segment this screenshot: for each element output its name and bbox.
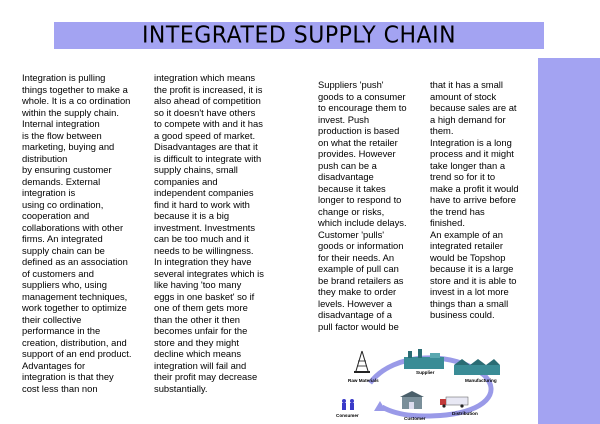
oil-derrick-icon [354,351,370,373]
text-column-2: integration which means the profit is increased, it is also ahead of competition so it doesn't have others to compete with and it has a good speed of market. Disadvantages are that it is difficult to integrate with supply chains, small companies and independent companies find it hard to work with because it is a big investment. Investments can be too much and it needs to be willingness. In integration they have several integrates which is like having 'too many eggs in one basket' so if one of them gets more than the other it then becomes unfair for the store and they might decline which means integration will fail and their profit may decrease substantially. [154,72,264,394]
label-manufacturing: Manufacturing [465,378,497,383]
text-column-4: that it has a small amount of stock because sales are at a high demand for them. Integration is a long process and it might take longer than a trend so for it to make a profit it would have to arrive before the trend has finished. An example of an integrated retailer would be Topshop because it is a large store and it is able to invest in a lot more things than a small business could. [430,79,519,320]
supplier-factory-icon [404,349,444,369]
label-raw-materials: Raw Materials [348,378,379,383]
label-customer: Customer [404,416,426,421]
label-consumer: Consumer [336,413,359,418]
text-column-1: Integration is pulling things together to make a whole. It is a co ordination within the supply chain. Internal integration is the flow between marketing, buying and distribution by ensuring customer demands. External integration is using co ordination, cooperation and collaborations with other firms. An integrated supply chain can be defined as an association of customers and suppliers who, using management techniques, work together to optimize their collective performance in the creation, distribution, and support of an end product. Advantages for integration is that they cost less than non [22,72,132,394]
consumer-people-icon [342,399,354,410]
text-column-3: Suppliers 'push' goods to a consumer to encourage them to invest. Push production is based on what the retailer provides. However push can be a disadvantage because it takes longer to respond to change or risks, which include delays. Customer 'pulls' goods or information for their needs. An example of pull can be brand retailers as they make to order levels. However a disadvantage of a pull factor would be [318,79,407,332]
label-supplier: Supplier [416,370,435,375]
title-banner [54,22,544,49]
label-distribution: Distribution [452,411,478,416]
page-title: INTEGRATED SUPPLY CHAIN [141,22,457,49]
supply-chain-diagram [334,345,518,423]
distribution-truck-icon [440,397,468,408]
manufacturing-plant-icon [454,359,500,375]
customer-store-icon [400,391,424,409]
supply-chain-illustration [334,345,518,423]
side-decor-bar [538,58,600,424]
